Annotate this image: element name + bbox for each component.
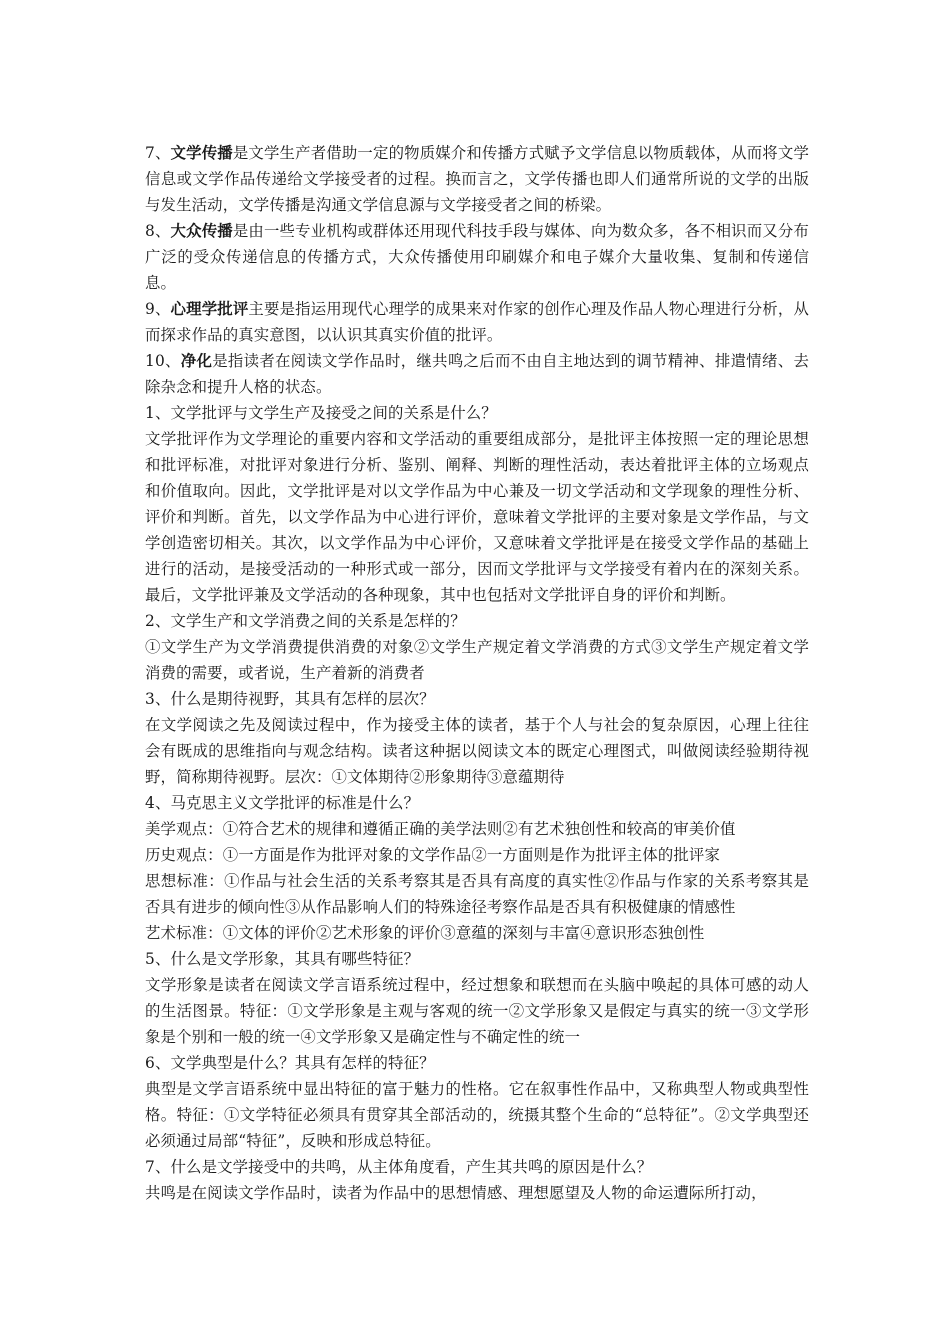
definition-7 — [145, 140, 809, 218]
definition-term: 心理学批评 — [170, 300, 249, 318]
question-4: 4、马克思主义文学批评的标准是什么？ — [145, 794, 420, 812]
definition-term: 净化 — [180, 352, 213, 370]
definition-number: 9、 — [145, 300, 171, 318]
body-text — [145, 140, 809, 1206]
definition-number: 7、 — [145, 144, 171, 162]
question-5: 5、什么是文学形象，其具有哪些特征？ — [145, 950, 420, 968]
definition-9 — [145, 296, 809, 348]
answer-6: 典型是文学言语系统中显出特征的富于魅力的性格。它在叙事性作品中，又称典型人物或典型性格。特征：①文学特征必须具有贯穿其全部活动的，统摄其整个生命的“总特征”。②文学典型还必须通过局部“特征”，反映和形成总特征。 — [145, 1080, 809, 1150]
question-3: 3、什么是期待视野，其具有怎样的层次？ — [145, 690, 435, 708]
answer-2: ①文学生产为文学消费提供消费的对象②文学生产规定着文学消费的方式③文学生产规定着文学消费的需要，或者说，生产着新的消费者 — [145, 638, 809, 682]
definition-text: 是指读者在阅读文学作品时，继共鸣之后而不由自主地达到的调节精神、排遣情绪、去除杂念和提升人格的状态。 — [145, 352, 809, 396]
answer-4-historical: 历史观点：①一方面是作为批评对象的文学作品②一方面则是作为批评主体的批评家 — [145, 846, 721, 864]
question-7: 7、什么是文学接受中的共鸣，从主体角度看，产生其共鸣的原因是什么？ — [145, 1158, 653, 1176]
definition-text: 是由一些专业机构或群体还用现代科技手段与媒体、向为数众多，各不相识而又分布广泛的受众传递信息的传播方式，大众传播使用印刷媒介和电子媒介大量收集、复制和传递信息。 — [145, 222, 809, 292]
definition-term: 文学传播 — [170, 144, 233, 162]
question-6: 6、文学典型是什么？其具有怎样的特征？ — [145, 1054, 435, 1072]
definition-number: 10、 — [145, 352, 181, 370]
question-2: 2、文学生产和文学消费之间的关系是怎样的？ — [145, 612, 466, 630]
answer-4-artistic: 艺术标准：①文体的评价②艺术形象的评价③意蕴的深刻与丰富④意识形态独创性 — [145, 924, 705, 942]
answer-7: 共鸣是在阅读文学作品时，读者为作品中的思想情感、理想愿望及人物的命运遭际所打动， — [145, 1184, 767, 1202]
answer-3: 在文学阅读之先及阅读过程中，作为接受主体的读者，基于个人与社会的复杂原因，心理上往往会有既成的思维指向与观念结构。读者这种据以阅读文本的既定心理图式，叫做阅读经验期待视野，简称期待视野。层次：①文体期待②形象期待③意蕴期待 — [145, 716, 809, 786]
answer-1: 文学批评作为文学理论的重要内容和文学活动的重要组成部分，是批评主体按照一定的理论思想和批评标准，对批评对象进行分析、鉴别、阐释、判断的理性活动，表达着批评主体的立场观点和价值取向。因此，文学批评是对以文学作品为中心兼及一切文学活动和文学现象的理性分析、评价和判断。首先，以文学作品为中心进行评价，意味着文学批评的主要对象是文学作品，与文学创造密切相关。其次，以文学作品为中心评价，又意味着文学批评是在接受文学作品的基础上进行的活动，是接受活动的一种形式或一部分，因而文学批评与文学接受有着内在的深刻关系。最后，文学批评兼及文学活动的各种现象，其中也包括对文学批评自身的评价和判断。 — [145, 430, 809, 604]
definition-10 — [145, 348, 809, 400]
answer-4-ideological: 思想标准：①作品与社会生活的关系考察其是否具有高度的真实性②作品与作家的关系考察其是否具有进步的倾向性③从作品影响人们的特殊途径考察作品是否具有积极健康的情感性 — [145, 872, 809, 916]
definition-number: 8、 — [145, 222, 171, 240]
definition-text: 主要是指运用现代心理学的成果来对作家的创作心理及作品人物心理进行分析，从而探求作品的真实意图，以认识其真实价值的批评。 — [145, 300, 809, 344]
definition-term: 大众传播 — [170, 222, 233, 240]
answer-4-aesthetic: 美学观点：①符合艺术的规律和遵循正确的美学法则②有艺术独创性和较高的审美价值 — [145, 820, 736, 838]
answer-5: 文学形象是读者在阅读文学言语系统过程中，经过想象和联想而在头脑中唤起的具体可感的动人的生活图景。特征：①文学形象是主观与客观的统一②文学形象又是假定与真实的统一③文学形象是个别和一般的统一④文学形象又是确定性与不确定性的统一 — [145, 976, 809, 1046]
definition-text: 是文学生产者借助一定的物质媒介和传播方式赋予文学信息以物质载体，从而将文学信息或文学作品传递给文学接受者的过程。换而言之，文学传播也即人们通常所说的文学的出版与发生活动，文学传播是沟通文学信息源与文学接受者之间的桥梁。 — [145, 144, 809, 214]
question-1: 1、文学批评与文学生产及接受之间的关系是什么？ — [145, 404, 497, 422]
definition-8 — [145, 218, 809, 296]
